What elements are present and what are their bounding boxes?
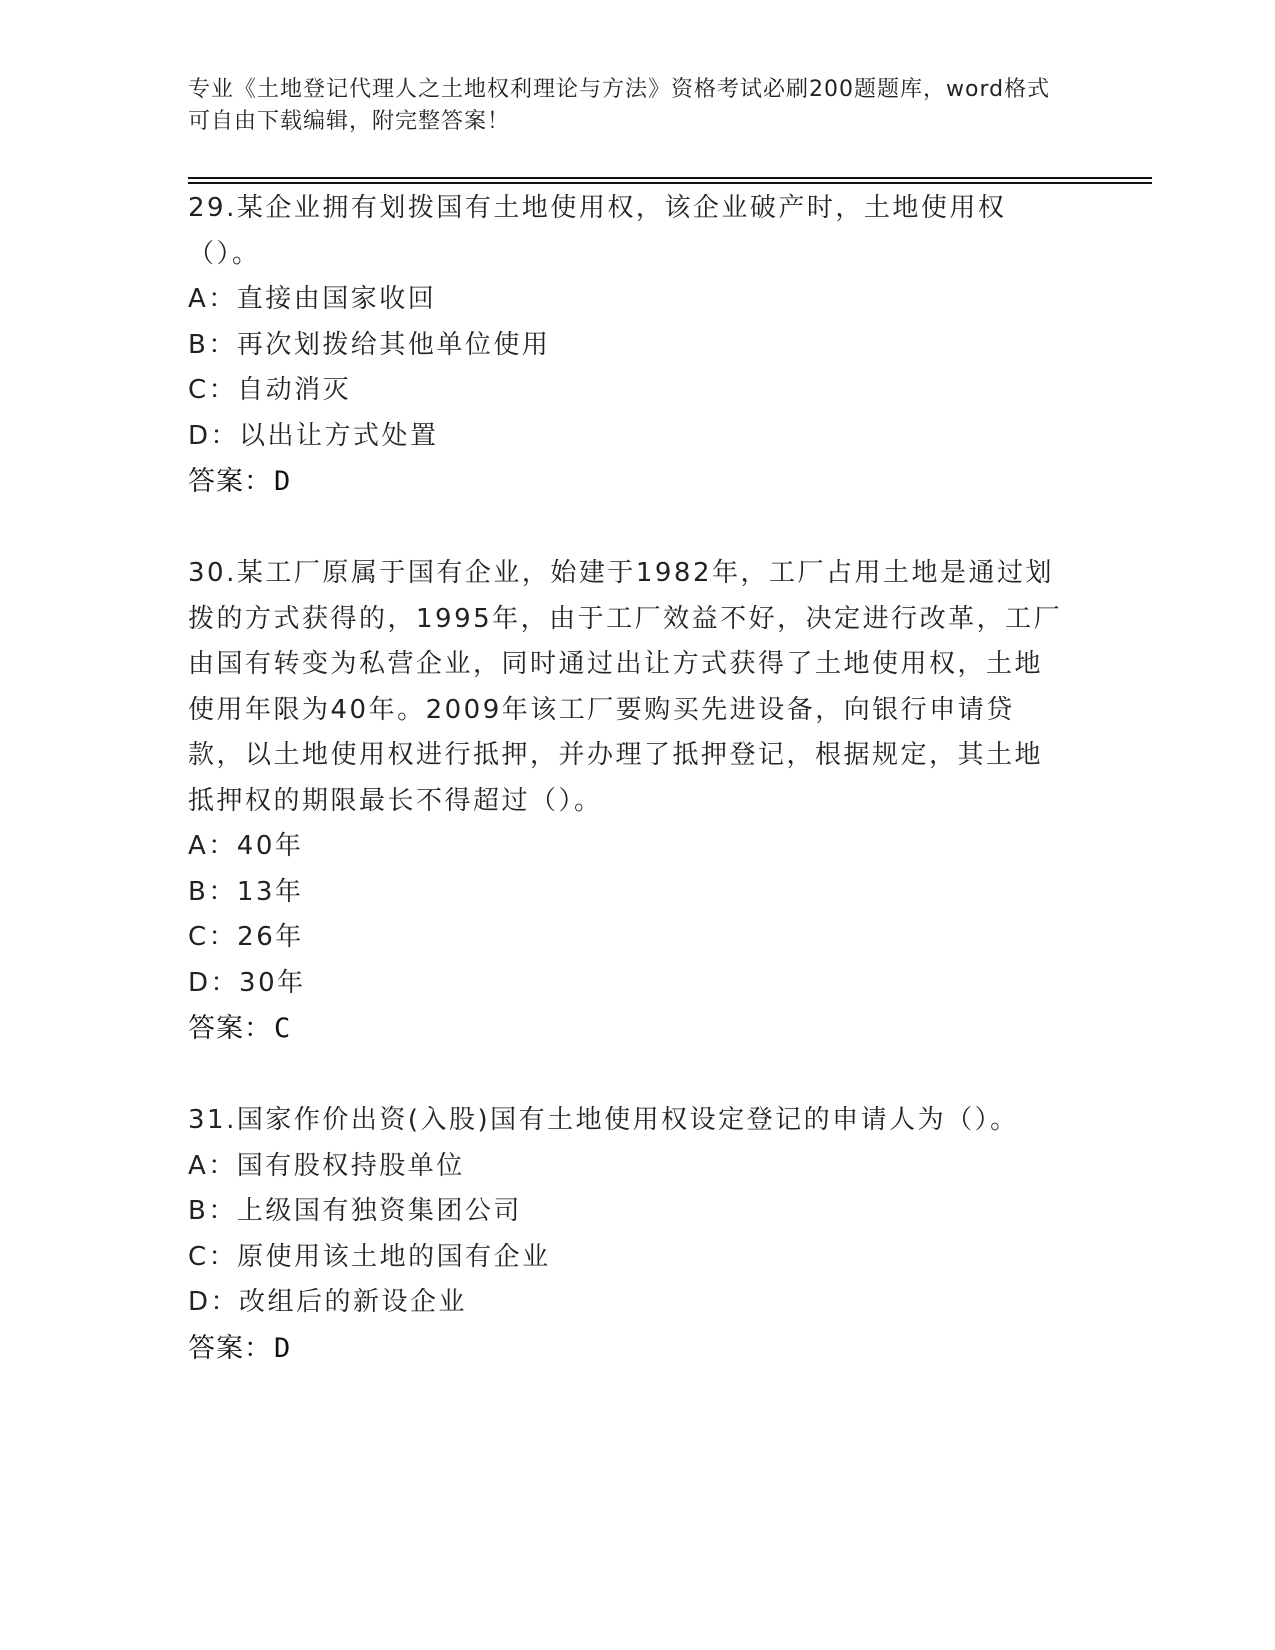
header-divider-bottom bbox=[188, 182, 1152, 184]
header-divider-top bbox=[188, 177, 1152, 179]
question-stem: 30.某工厂原属于国有企业，始建于1982年，工厂占用土地是通过划拨的方式获得的，1995年，由于工厂效益不好，决定进行改革，工厂由国有转变为私营企业，同时通过出让方式获得了土地使用权，土地使用年限为40年。2009年该工厂要购买先进设备，向银行申请贷款，以土地使用权进行抵押，并办理了抵押登记，根据规定，其土地抵押权的期限最长不得超过（）。 bbox=[188, 558, 1063, 816]
option-d: D：以出让方式处置 bbox=[188, 420, 439, 451]
option-a: A：国有股权持股单位 bbox=[188, 1150, 465, 1181]
answer-line bbox=[188, 1006, 1068, 1051]
question-list bbox=[188, 186, 1068, 1418]
option-c: C：自动消灭 bbox=[188, 375, 352, 405]
answer-value: C bbox=[274, 1013, 292, 1044]
answer-value: D bbox=[274, 466, 292, 497]
question-31 bbox=[188, 1098, 1068, 1371]
option-b: B：上级国有独资集团公司 bbox=[188, 1196, 522, 1226]
answer-line bbox=[188, 459, 1068, 504]
answer-label: 答案： bbox=[188, 1013, 272, 1044]
question-30 bbox=[188, 551, 1068, 1051]
document-header: 专业《土地登记代理人之土地权利理论与方法》资格考试必刷200题题库，word格式可自由下载编辑，附完整答案！ bbox=[188, 77, 1051, 134]
option-c: C：26年 bbox=[188, 922, 304, 952]
option-b: B：13年 bbox=[188, 876, 304, 907]
answer-label: 答案： bbox=[188, 1332, 272, 1364]
answer-label: 答案： bbox=[188, 466, 272, 497]
option-c: C：原使用该土地的国有企业 bbox=[188, 1241, 551, 1272]
question-29 bbox=[188, 186, 1068, 504]
answer-line bbox=[188, 1326, 1068, 1371]
answer-value: D bbox=[274, 1332, 292, 1364]
option-a: A：直接由国家收回 bbox=[188, 284, 437, 314]
option-a: A：40年 bbox=[188, 831, 304, 861]
question-stem: 31.国家作价出资(入股)国有土地使用权设定登记的申请人为（）。 bbox=[188, 1105, 1019, 1135]
option-b: B：再次划拨给其他单位使用 bbox=[188, 329, 551, 360]
question-stem: 29.某企业拥有划拨国有土地使用权，该企业破产时，土地使用权（）。 bbox=[188, 193, 1007, 269]
option-d: D：改组后的新设企业 bbox=[188, 1287, 468, 1317]
option-d: D：30年 bbox=[188, 967, 306, 998]
